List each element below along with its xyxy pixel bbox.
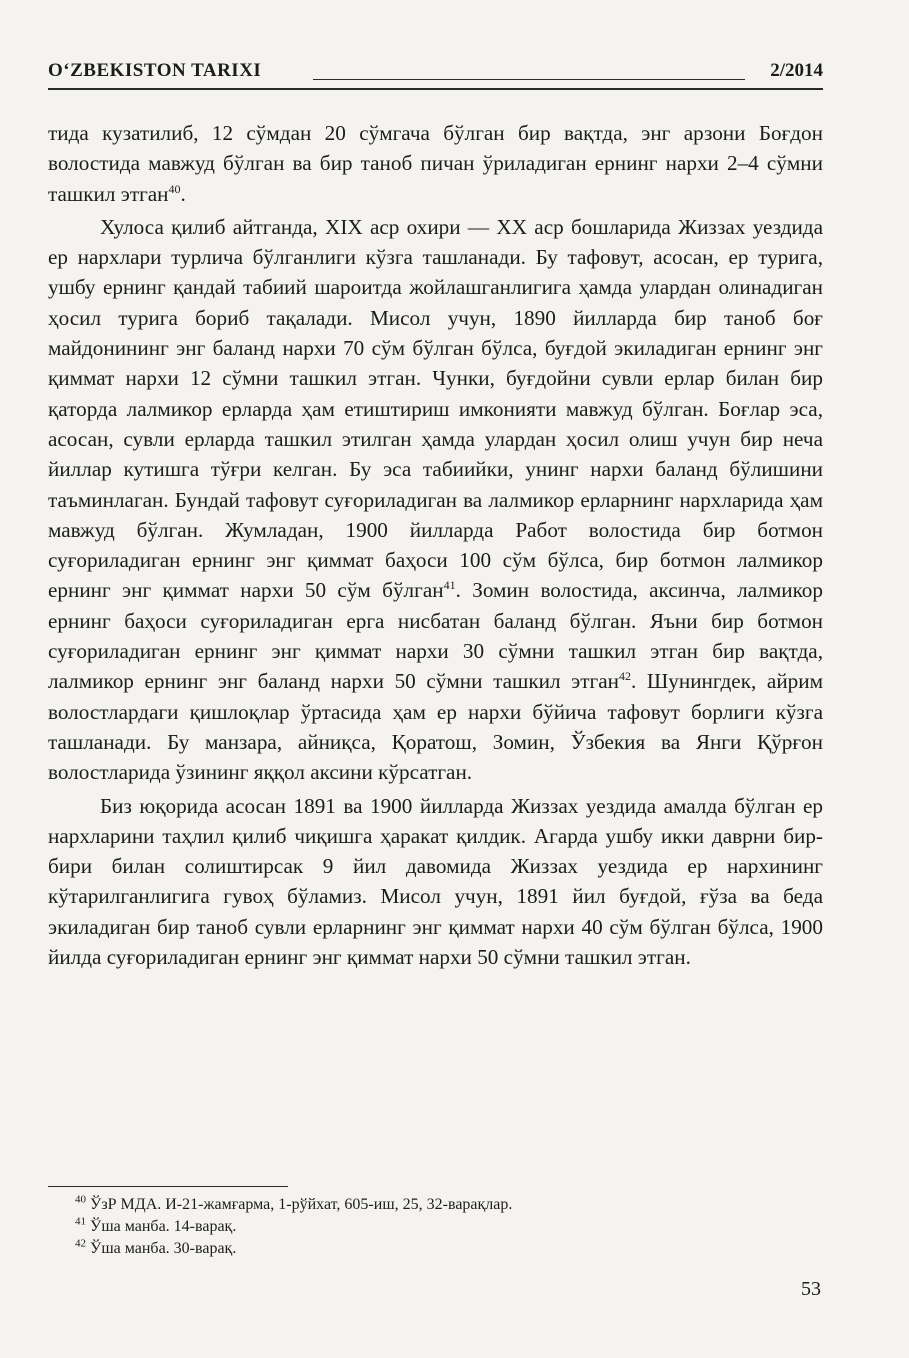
- article-body: [48, 118, 823, 972]
- paragraph-3: [48, 791, 823, 973]
- footnote-text: Ўша манба. 14-варақ.: [90, 1218, 237, 1235]
- paragraph-text: Хулоса қилиб айтганда, XIX аср охири — XX аср бошларида Жиззах уездида ер нархлари турлича бўлганлиги кўзга ташланади. Бу тафовут, асосан, ер турига, ушбу ернинг қандай табиий шароитда жойлашганлигига ҳамда улардан олинадиган ҳосил турига бориб тақалади. Мисол учун, 1890 йилларда бир таноб боғ майдонининг энг баланд нархи 70 сўм бўлган бўлса, буғдой экиладиган ернинг энг қиммат нархи 12 сўмни ташкил этган. Чунки, буғдойни сувли ерлар билан бир қаторда лалмикор ерларда ҳам етиштириш имконияти мавжуд бўлган. Боғлар эса, асосан, сувли ерларда ташкил этилган ҳамда улардан ҳосил олиш учун бир неча йиллар кутишга тўғри келган. Бу эса табиийки, унинг нархи баланд бўлишини таъминлаган. Бундай тафовут суғориладиган ва лалмикор ерларнинг нархларида ҳам мавжуд бўлган. Жумладан, 1900 йилларда Работ волостида бир ботмон суғориладиган ернинг энг қиммат баҳоси 100 сўм бўлса, бир ботмон лалмикор ернинг энг қиммат нархи 50 сўм бўлган: [48, 214, 823, 603]
- footnote-item: [75, 1238, 815, 1260]
- paragraph-2: [48, 212, 823, 788]
- running-header: [48, 58, 823, 90]
- page-number: 53: [801, 1278, 821, 1300]
- footnote-item: [75, 1216, 815, 1238]
- paragraph-text: .: [180, 181, 186, 206]
- footnotes: [75, 1194, 815, 1260]
- header-rule: [313, 79, 745, 80]
- paragraph-text: . Шунингдек, айрим волостлардаги қишлоқлар ўртасида ҳам ер нархи бўйича тафовут борлиги кўзга ташланади. Бу манзара, айниқса, Қоратош, Зомин, Ўзбекия ва Янги Қўрғон волостларида ўзининг яққол аксини кўрсатган.: [48, 669, 823, 785]
- footnote-reference[interactable]: 41: [443, 578, 456, 593]
- paragraph-text: тида кузатилиб, 12 сўмдан 20 сўмгача бўлган бир вақтда, энг арзони Боғдон волостида мавжуд бўлган ва бир таноб пичан ўриладиган ернинг нархи 2–4 сўмни ташкил этган: [48, 121, 823, 206]
- footnote-number: 42: [75, 1237, 86, 1250]
- paragraph-text: . Зомин волостида, аксинча, лалмикор ернинг баҳоси суғориладиган ерга нисбатан баланд бўлган. Яъни бир ботмон суғориладиган ернинг энг қиммат нархи 30 сўмни ташкил этган бир вақтда, лалмикор ернинг энг баланд нархи 50 сўмни ташкил этган: [48, 578, 823, 694]
- issue-number: 2/2014: [766, 60, 823, 82]
- footnote-item: [75, 1194, 815, 1216]
- footnote-text: Ўша манба. 30-варақ.: [90, 1240, 237, 1257]
- journal-title: O‘ZBEKISTON TARIXI: [48, 60, 265, 82]
- paragraph-text: Биз юқорида асосан 1891 ва 1900 йилларда Жиззах уездида амалда бўлган ер нархларини таҳлил қилиб чиқишга ҳаракат қилдик. Агарда ушбу икки даврни бир-бири билан солиштирсак 9 йил давомида Жиззах уездида ер нархининг кўтарилганлигига гувоҳ бўламиз. Мисол учун, 1891 йил буғдой, ғўза ва беда экиладиган бир таноб сувли ерларнинг энг қиммат нархи 40 сўм бўлган бўлса, 1900 йилда суғориладиган ернинг энг қиммат нархи 50 сўмни ташкил этган.: [48, 793, 823, 970]
- footnote-number: 41: [75, 1215, 86, 1228]
- footnote-text: ЎзР МДА. И-21-жамғарма, 1-рўйхат, 605-иш, 25, 32-варақлар.: [90, 1196, 513, 1213]
- footnote-number: 40: [75, 1193, 86, 1206]
- footnote-separator: [48, 1186, 288, 1187]
- footnote-reference[interactable]: 40: [168, 181, 181, 196]
- footnote-reference[interactable]: 42: [618, 669, 631, 684]
- paragraph-1: [48, 118, 823, 209]
